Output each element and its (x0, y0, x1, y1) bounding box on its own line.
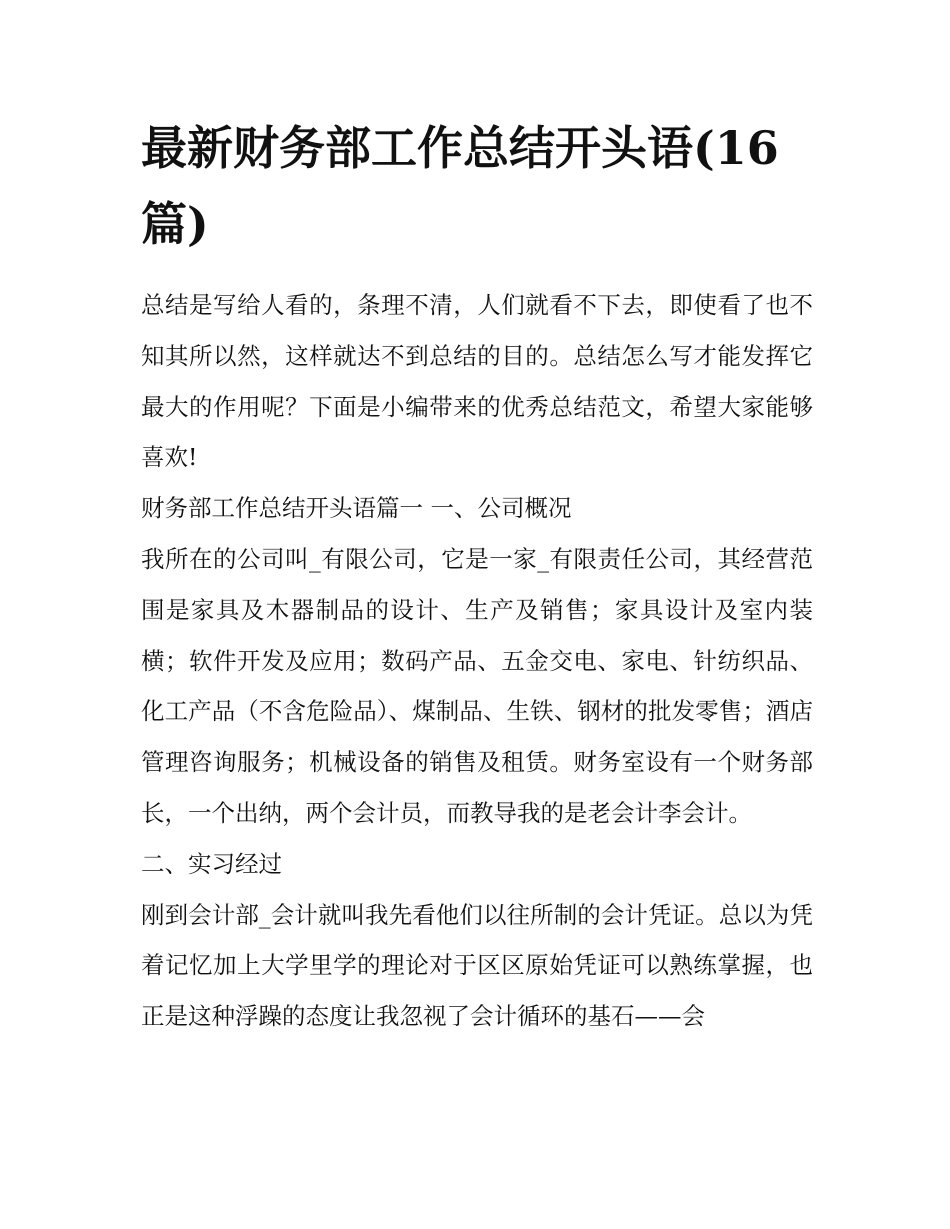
section-heading-company-overview: 财务部工作总结开头语篇一 一、公司概况 (141, 494, 572, 523)
document-title: 最新财务部工作总结开头语(16篇) (141, 121, 779, 251)
document-body (141, 280, 813, 1042)
section-heading-internship: 二、实习经过 (141, 849, 282, 878)
internship-paragraph: 刚到会计部_会计就叫我先看他们以往所制的会计凭证。总以为凭着记忆加上大学里学的理论对于区区原始凭证可以熟练掌握，也正是这种浮躁的态度让我忽视了会计循环的基石——会 (141, 900, 813, 1031)
company-description-paragraph: 我所在的公司叫_有限公司，它是一家_有限责任公司，其经营范围是家具及木器制品的设计、生产及销售；家具设计及室内装横；软件开发及应用；数码产品、五金交电、家电、针纺织品、化工产品（不含危险品）、煤制品、生铁、钢材的批发零售；酒店管理咨询服务；机械设备的销售及租赁。财务室设有一个财务部长，一个出纳，两个会计员，而教导我的是老会计李会计。 (141, 544, 813, 827)
intro-paragraph: 总结是写给人看的，条理不清，人们就看不下去，即使看了也不知其所以然，这样就达不到总结的目的。总结怎么写才能发挥它最大的作用呢？下面是小编带来的优秀总结范文，希望大家能够喜欢! (141, 291, 813, 472)
document-content (141, 110, 813, 1042)
